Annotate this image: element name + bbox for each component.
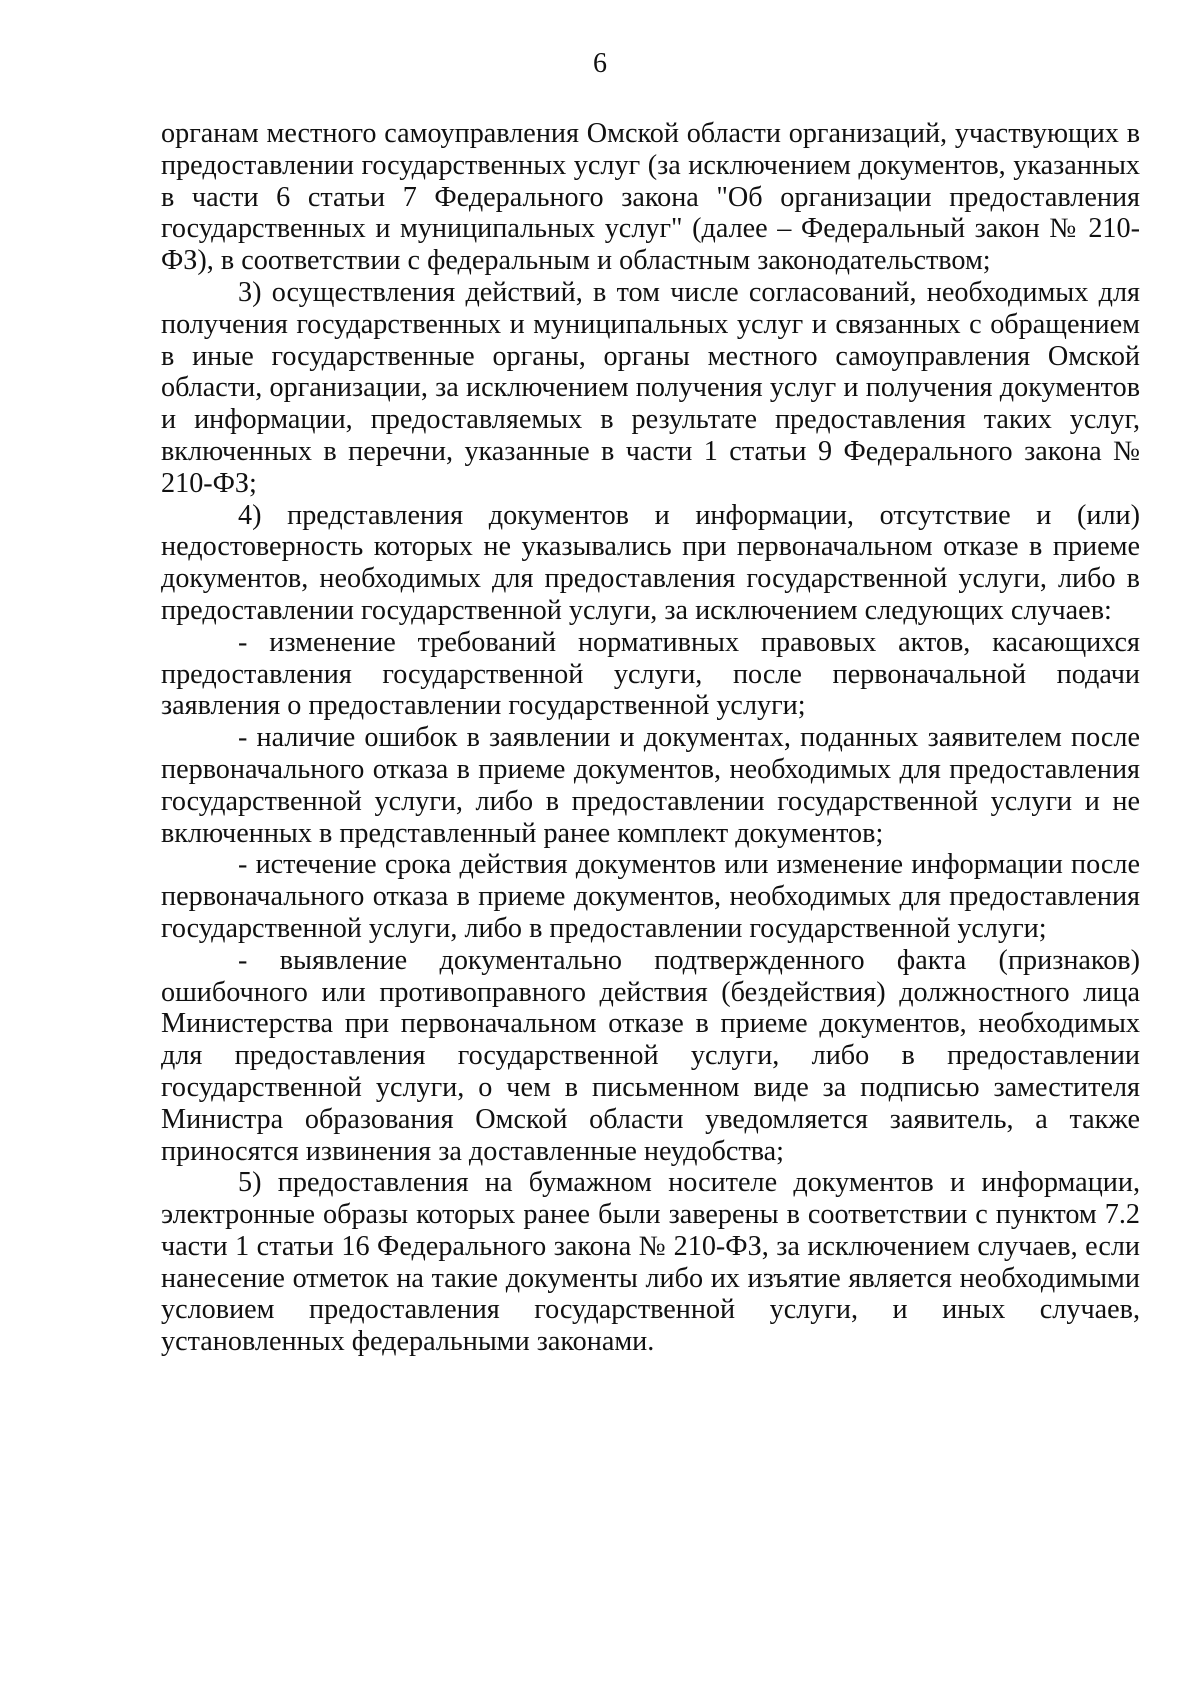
paragraph-exception-3: - истечение срока действия документов или изменение информации после первоначального отказа в приеме документов, необходимых для предоставления государственной услуги, либо в предоставлении государственной услуги; [161,849,1140,944]
paragraph-exception-4: - выявление документально подтвержденного факта (признаков) ошибочного или противоправного действия (бездействия) должностного лица Министерства при первоначальном отказе в приеме документов, необходимых для предоставления государственной услуги, либо в предоставлении государственной услуги, о чем в письменном виде за подписью заместителя Министра образования Омской области уведомляется заявитель, а также приносятся извинения за доставленные неудобства; [161,944,1140,1167]
paragraph-exception-1: - изменение требований нормативных правовых актов, касающихся предоставления государственной услуги, после первоначальной подачи заявления о предоставлении государственной услуги; [161,626,1140,722]
paragraph-exception-2: - наличие ошибок в заявлении и документах, поданных заявителем после первоначального отказа в приеме документов, необходимых для предоставления государственной услуги, либо в предоставлении государственной услуги и не включенных в представленный ранее комплект документов; [161,722,1140,849]
document-body [161,118,1140,1358]
paragraph-continuation: органам местного самоуправления Омской области организаций, участвующих в предоставлении государственных услуг (за исключением документов, указанных в части 6 статьи 7 Федерального закона "Об организации предоставления государственных и муниципальных услуг" (далее – Федеральный закон № 210-ФЗ), в соответствии с федеральным и областным законодательством; [161,118,1140,277]
paragraph-item-4: 4) представления документов и информации, отсутствие и (или) недостоверность которых не указывались при первоначальном отказе в приеме документов, необходимых для предоставления государственной услуги, либо в предоставлении государственной услуги, за исключением следующих случаев: [161,499,1140,626]
page-number: 6 [593,48,607,79]
paragraph-item-5: 5) предоставления на бумажном носителе документов и информации, электронные образы которых ранее были заверены в соответствии с пунктом 7.2 части 1 статьи 16 Федерального закона № 210-ФЗ, за исключением случаев, если нанесение отметок на такие документы либо их изъятие является необходимыми условием предоставления государственной услуги, и иных случаев, установленных федеральными законами. [161,1167,1140,1358]
paragraph-item-3: 3) осуществления действий, в том числе согласований, необходимых для получения государственных и муниципальных услуг и связанных с обращением в иные государственные органы, органы местного самоуправления Омской области, организации, за исключением получения услуг и получения документов и информации, предоставляемых в результате предоставления таких услуг, включенных в перечни, указанные в части 1 статьи 9 Федерального закона № 210-ФЗ; [161,276,1140,499]
